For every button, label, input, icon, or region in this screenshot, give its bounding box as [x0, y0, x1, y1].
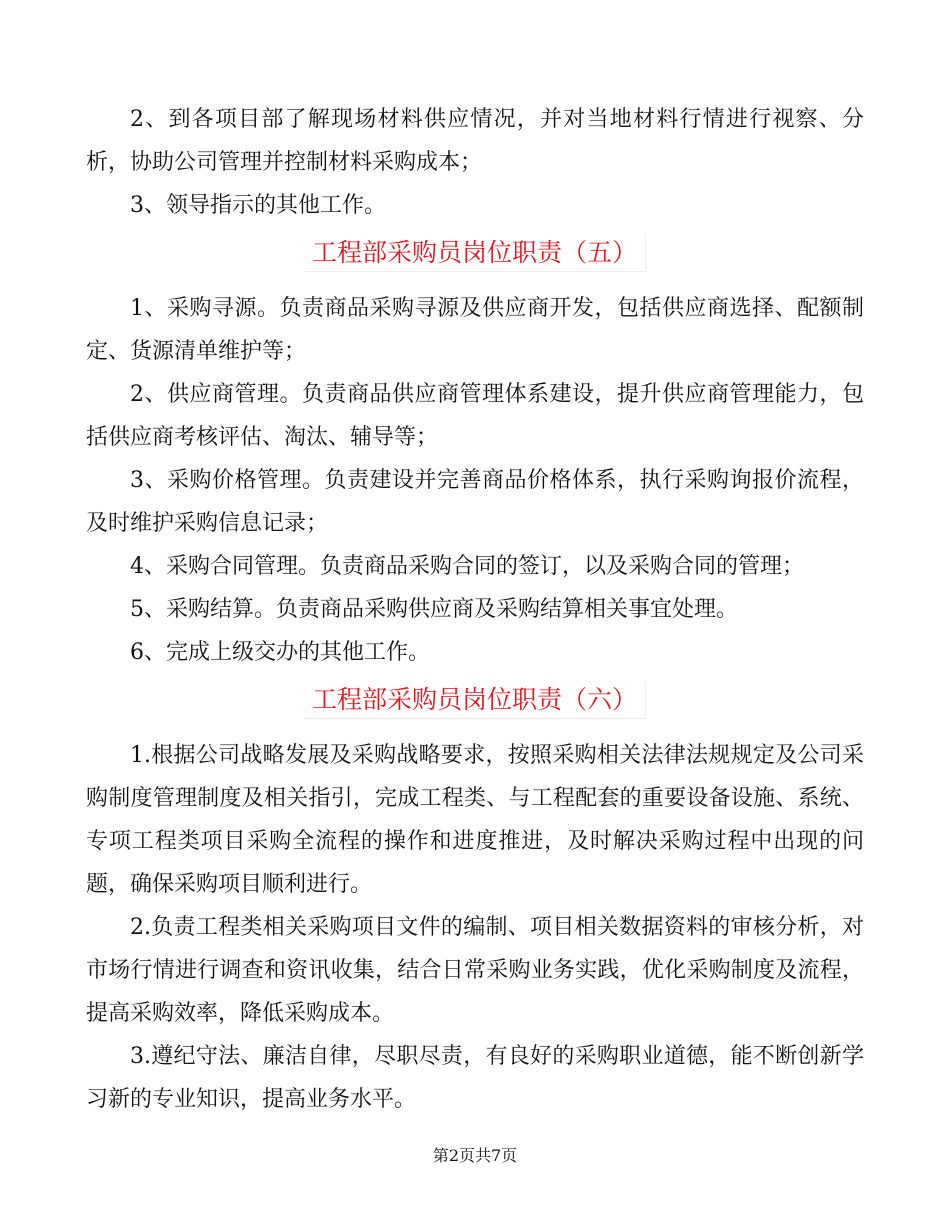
paragraph: 6、完成上级交办的其他工作。 [130, 640, 430, 665]
paragraph: 2、供应商管理。负责商品供应商管理体系建设，提升供应商管理能力，包括供应商考核评估、淘汰、辅导等； [86, 382, 864, 450]
paragraph: 2、到各项目部了解现场材料供应情况，并对当地材料行情进行视察、分析，协助公司管理并控制材料采购成本； [86, 107, 864, 175]
paragraph: 3.遵纪守法、廉洁自律，尽职尽责，有良好的采购职业道德，能不断创新学习新的专业知识，提高业务水平。 [86, 1044, 864, 1112]
section-heading-six [86, 674, 864, 734]
paragraph: 4、采购合同管理。负责商品采购合同的签订，以及采购合同的管理； [130, 554, 804, 579]
paragraph: 1.根据公司战略发展及采购战略要求，按照采购相关法律法规规定及公司采购制度管理制度及相关指引，完成工程类、与工程配套的重要设备设施、系统、专项工程类项目采购全流程的操作和进度推进，及时解决采购过程中出现的问题，确保采购项目顺利进行。 [86, 743, 864, 897]
paragraph: 3、采购价格管理。负责建设并完善商品价格体系，执行采购询报价流程，及时维护采购信息记录； [86, 468, 864, 536]
section-title: 工程部采购员岗位职责（五） [304, 235, 646, 272]
paragraph: 2.负责工程类相关采购项目文件的编制、项目相关数据资料的审核分析，对市场行情进行调查和资讯收集，结合日常采购业务实践，优化采购制度及流程，提高采购效率，降低采购成本。 [86, 915, 864, 1026]
paragraph: 5、采购结算。负责商品采购供应商及采购结算相关事宜处理。 [130, 597, 738, 622]
document-page [86, 98, 864, 1121]
paragraph: 1、采购寻源。负责商品采购寻源及供应商开发，包括供应商选择、配额制定、货源清单维护等； [86, 296, 864, 364]
page-number: 第2页共7页 [432, 1146, 518, 1165]
section-title: 工程部采购员岗位职责（六） [304, 682, 646, 719]
section-heading-five [86, 227, 864, 287]
paragraph: 3、领导指示的其他工作。 [130, 193, 386, 218]
